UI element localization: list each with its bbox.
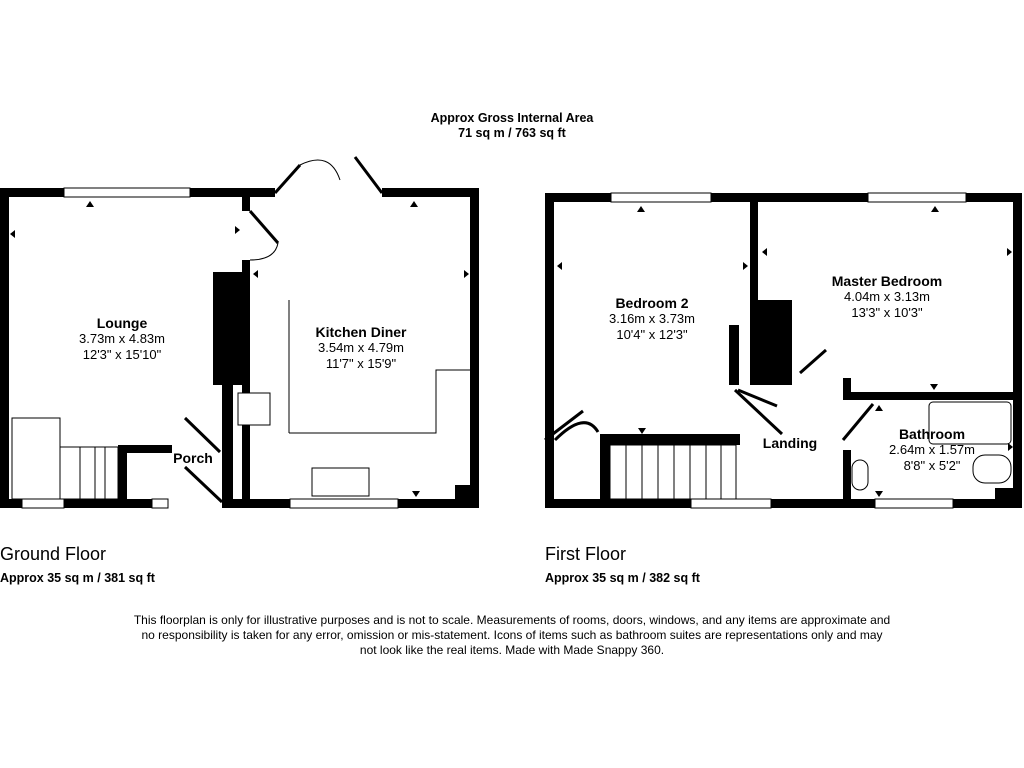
window <box>611 193 711 202</box>
room-metric: 3.16m x 3.73m <box>609 311 695 326</box>
disclaimer-text: This floorplan is only for illustrative purposes and is not to scale. Measurements of rooms, doors, windows, and any items are approximate and no responsibility is taken for any error, omission or mis-statement. Icons of items such as bathroom suites are representations only and may not look like the real items. Made with Made Snappy 360. <box>133 613 891 657</box>
wall <box>600 434 610 508</box>
room-kitchen-diner <box>315 324 406 372</box>
wall <box>470 188 479 508</box>
room-porch <box>173 450 213 466</box>
window <box>290 499 398 508</box>
stairs <box>610 445 736 499</box>
room-name: Kitchen Diner <box>315 324 407 340</box>
room-name: Bedroom 2 <box>615 295 689 311</box>
room-imperial: 13'3" x 10'3" <box>851 305 923 320</box>
window <box>875 499 953 508</box>
room-name: Master Bedroom <box>831 273 943 289</box>
hob-icon <box>238 393 270 425</box>
storage <box>12 418 60 499</box>
room-bathroom <box>889 426 975 474</box>
room-bedroom-2 <box>609 295 695 343</box>
wall <box>843 378 851 400</box>
basin-icon <box>852 460 868 490</box>
room-metric: 3.54m x 4.79m <box>317 340 404 355</box>
window <box>22 499 64 508</box>
room-imperial: 12'3" x 15'10" <box>82 347 162 362</box>
wall <box>382 188 479 197</box>
chimney <box>750 300 792 385</box>
wall <box>222 385 233 508</box>
wall <box>455 485 470 500</box>
room-landing <box>763 435 817 451</box>
window <box>868 193 966 202</box>
stairs <box>60 447 118 499</box>
chimney-breast <box>213 272 250 385</box>
wall <box>0 188 9 508</box>
room-imperial: 8'8" x 5'2" <box>903 458 961 473</box>
room-name: Lounge <box>96 315 148 331</box>
sink-icon <box>312 468 369 496</box>
room-imperial: 11'7" x 15'9" <box>325 356 397 371</box>
wall <box>1013 193 1022 508</box>
room-lounge <box>79 315 165 363</box>
first-floor-area: Approx 35 sq m / 382 sq ft <box>545 571 700 585</box>
room-name: Porch <box>173 450 213 466</box>
ground-floor-area: Approx 35 sq m / 381 sq ft <box>0 571 155 585</box>
first-floor-label: First Floor <box>545 544 626 564</box>
room-name: Bathroom <box>898 426 966 442</box>
wall <box>118 445 127 508</box>
window <box>64 188 190 197</box>
room-metric: 2.64m x 1.57m <box>889 442 975 457</box>
gross-area-title: Approx Gross Internal Area <box>430 111 594 125</box>
window <box>152 499 168 508</box>
wall <box>242 197 250 211</box>
wall <box>843 450 851 508</box>
wall <box>545 193 554 508</box>
toilet-icon <box>973 455 1011 483</box>
room-name: Landing <box>762 435 818 451</box>
gross-area-total: 71 sq m / 763 sq ft <box>458 126 566 140</box>
room-imperial: 10'4" x 12'3" <box>616 327 688 342</box>
disclaimer <box>0 613 1024 658</box>
room-metric: 3.73m x 4.83m <box>79 331 165 346</box>
wall <box>600 434 740 445</box>
wall <box>843 392 1022 400</box>
room-master-bedroom <box>832 273 942 321</box>
window <box>691 499 771 508</box>
wall <box>729 325 739 385</box>
ground-floor-label: Ground Floor <box>0 544 107 564</box>
wall <box>995 488 1013 503</box>
room-metric: 4.04m x 3.13m <box>844 289 930 304</box>
